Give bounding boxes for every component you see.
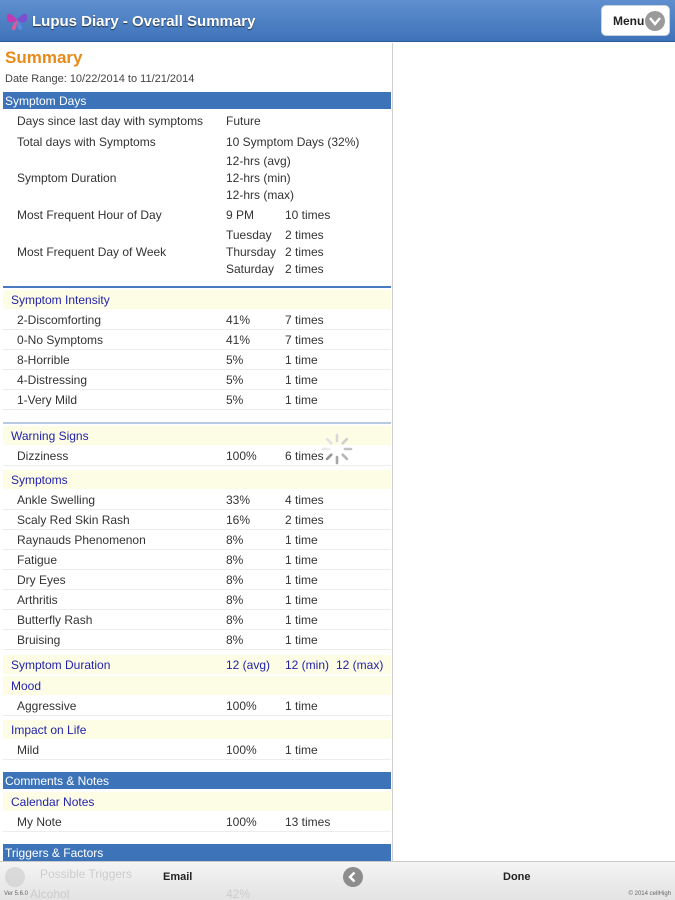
alcohol-ghost: Alcohol xyxy=(30,887,70,900)
section-divider xyxy=(3,422,391,424)
dow-1: Tuesday xyxy=(226,228,272,242)
row-count: 1 time xyxy=(285,633,318,647)
row-percent: 8% xyxy=(226,573,244,587)
days-since-label: Days since last day with symptoms xyxy=(17,114,204,128)
row-percent: 8% xyxy=(226,553,244,567)
row-name: Bruising xyxy=(17,633,61,647)
table-row xyxy=(3,490,391,510)
symptom-intensity-header: Symptom Intensity xyxy=(3,290,391,309)
row-name: Raynauds Phenomenon xyxy=(17,533,146,547)
row-count: 6 times xyxy=(285,449,324,463)
row-name: Arthritis xyxy=(17,593,58,607)
dow-3: Saturday xyxy=(226,262,275,276)
table-row xyxy=(3,510,391,530)
row-name: My Note xyxy=(17,815,62,829)
app-title: Lupus Diary - Overall Summary xyxy=(32,13,256,30)
row-count: 1 time xyxy=(285,353,318,367)
comments-notes-header: Comments & Notes xyxy=(3,772,391,789)
row-percent: 8% xyxy=(226,633,244,647)
table-row xyxy=(3,696,391,716)
row-name: Butterfly Rash xyxy=(17,613,93,627)
date-range: Date Range: 10/22/2014 to 11/21/2014 xyxy=(5,73,195,85)
duration-max-value: 12 (max) xyxy=(336,658,384,672)
summary-title: Summary xyxy=(5,48,83,67)
row-percent: 5% xyxy=(226,353,244,367)
row-count: 1 time xyxy=(285,393,318,407)
version-text: Ver 5.6.0 xyxy=(4,891,29,897)
loading-spinner-icon xyxy=(320,432,354,466)
row-count: 2 times xyxy=(285,513,324,527)
row-name: 8-Horrible xyxy=(17,353,70,367)
row-percent: 16% xyxy=(226,513,251,527)
total-days-value: 10 Symptom Days (32%) xyxy=(226,135,360,149)
duration-label: Symptom Duration xyxy=(17,171,117,185)
bottom-toolbar xyxy=(0,861,675,900)
table-row xyxy=(3,812,391,832)
impact-header: Impact on Life xyxy=(3,720,391,739)
dow-2: Thursday xyxy=(226,245,277,259)
row-count: 1 time xyxy=(285,743,318,757)
duration-avg-value: 12 (avg) xyxy=(226,658,271,672)
email-button[interactable] xyxy=(0,862,340,892)
dow-2-count: 2 times xyxy=(285,245,324,259)
duration-max: 12-hrs (max) xyxy=(226,188,295,202)
email-label: Email xyxy=(163,871,193,883)
duration-min: 12-hrs (min) xyxy=(226,171,291,185)
table-row xyxy=(3,550,391,570)
table-row xyxy=(3,570,391,590)
row-name: 4-Distressing xyxy=(17,373,88,387)
row-count: 1 time xyxy=(285,699,318,713)
table-row xyxy=(3,630,391,650)
calendar-notes-header: Calendar Notes xyxy=(3,792,391,811)
section-divider xyxy=(3,286,391,288)
duration-avg: 12-hrs (avg) xyxy=(226,154,291,168)
row-count: 1 time xyxy=(285,613,318,627)
row-percent: 33% xyxy=(226,493,251,507)
done-label: Done xyxy=(503,871,531,883)
hour-value: 9 PM xyxy=(226,208,255,222)
dow-label: Most Frequent Day of Week xyxy=(17,245,167,259)
row-percent: 100% xyxy=(226,815,257,829)
row-percent: 8% xyxy=(226,533,244,547)
days-since-value: Future xyxy=(226,114,261,128)
back-arrow-icon xyxy=(343,867,363,887)
dow-1-count: 2 times xyxy=(285,228,324,242)
row-count: 7 times xyxy=(285,333,324,347)
chevron-down-icon xyxy=(645,11,665,31)
table-row xyxy=(3,330,391,350)
copyright-text: © 2014 cellHigh xyxy=(628,891,671,897)
row-name: Dizziness xyxy=(17,449,69,463)
row-percent: 41% xyxy=(226,333,251,347)
row-count: 4 times xyxy=(285,493,324,507)
mood-header: Mood xyxy=(3,676,391,695)
row-percent: 100% xyxy=(226,699,257,713)
row-name: Fatigue xyxy=(17,553,58,567)
table-row xyxy=(3,530,391,550)
row-name: 1-Very Mild xyxy=(17,393,78,407)
symptom-duration-header xyxy=(3,655,391,674)
row-name: Aggressive xyxy=(17,699,77,713)
row-name: Scaly Red Skin Rash xyxy=(17,513,130,527)
table-row xyxy=(3,370,391,390)
row-count: 1 time xyxy=(285,553,318,567)
total-days-label: Total days with Symptoms xyxy=(17,135,156,149)
symptom-days-header: Symptom Days xyxy=(3,92,391,109)
warning-signs-header: Warning Signs xyxy=(3,426,391,445)
row-percent: 8% xyxy=(226,593,244,607)
hour-label: Most Frequent Hour of Day xyxy=(17,208,162,222)
table-row xyxy=(3,740,391,760)
duration-heading: Symptom Duration xyxy=(11,658,111,672)
row-percent: 8% xyxy=(226,613,244,627)
row-percent: 100% xyxy=(226,449,257,463)
row-name: Mild xyxy=(17,743,40,757)
table-row xyxy=(3,590,391,610)
symptoms-header: Symptoms xyxy=(3,470,391,489)
row-percent: 41% xyxy=(226,313,251,327)
row-percent: 5% xyxy=(226,393,244,407)
table-row xyxy=(3,310,391,330)
table-row xyxy=(3,350,391,370)
row-name: 0-No Symptoms xyxy=(17,333,104,347)
duration-min-value: 12 (min) xyxy=(285,658,330,672)
row-count: 1 time xyxy=(285,573,318,587)
app-logo-icon xyxy=(4,7,30,33)
menu-button[interactable] xyxy=(601,5,670,36)
title-bar xyxy=(0,0,675,42)
row-percent: 5% xyxy=(226,373,244,387)
row-count: 7 times xyxy=(285,313,324,327)
possible-triggers-ghost: Possible Triggers xyxy=(40,867,133,881)
table-row xyxy=(3,390,391,410)
row-name: Ankle Swelling xyxy=(17,493,96,507)
row-name: 2-Discomforting xyxy=(17,313,102,327)
row-count: 13 times xyxy=(285,815,331,829)
triggers-factors-header: Triggers & Factors xyxy=(3,844,391,861)
row-percent: 100% xyxy=(226,743,257,757)
row-count: 1 time xyxy=(285,533,318,547)
email-icon xyxy=(5,867,25,887)
table-row xyxy=(3,610,391,630)
dow-3-count: 2 times xyxy=(285,262,324,276)
menu-button-label: Menu xyxy=(613,14,645,28)
row-name: Dry Eyes xyxy=(17,573,66,587)
row-count: 1 time xyxy=(285,593,318,607)
alcohol-pct-ghost: 42% xyxy=(226,887,251,900)
hour-count: 10 times xyxy=(285,208,331,222)
row-count: 1 time xyxy=(285,373,318,387)
done-button[interactable] xyxy=(340,862,675,892)
